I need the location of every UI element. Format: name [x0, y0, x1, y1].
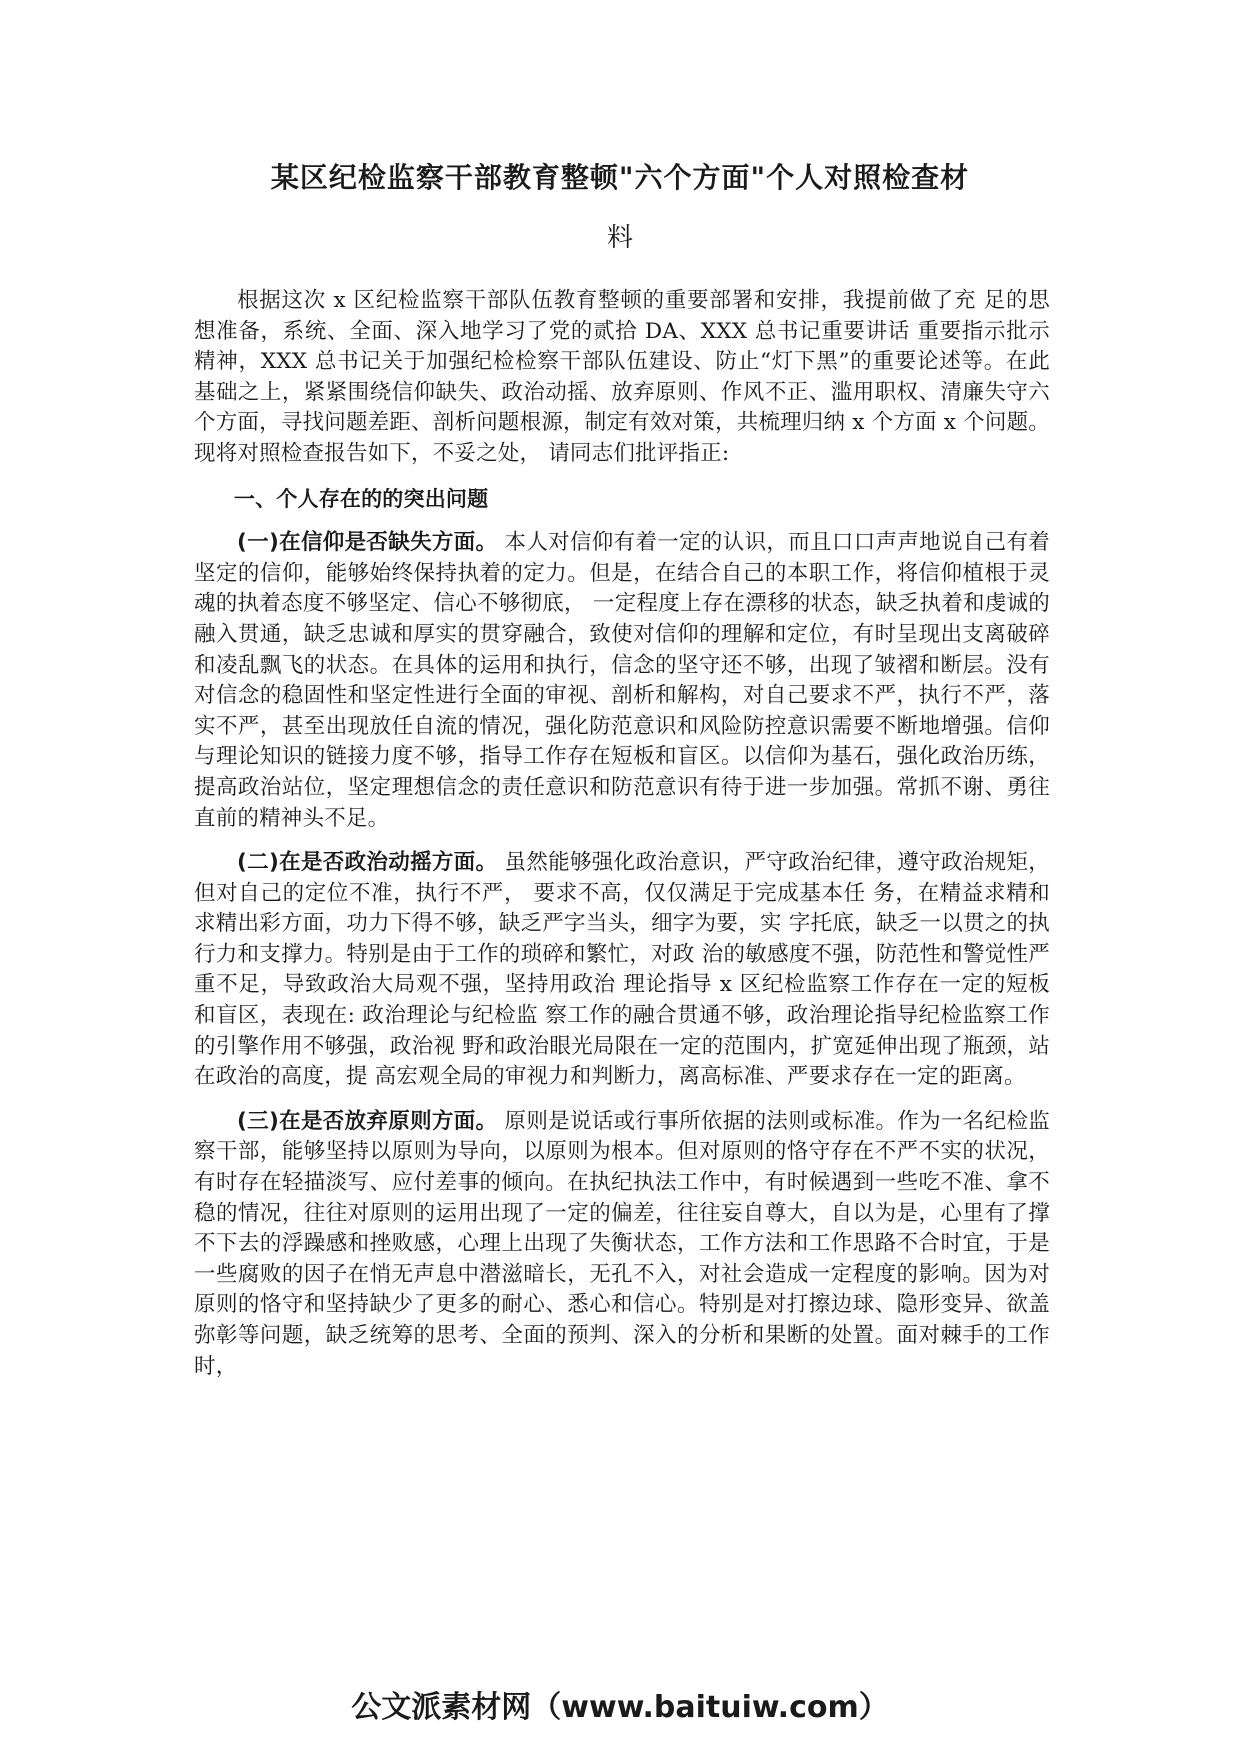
- item-lead-2: (二)在是否政治动摇方面。: [237, 850, 498, 876]
- intro-paragraph: 根据这次 x 区纪检监察干部队伍教育整顿的重要部署和安排，我提前做了充 足的思想准备，系统、全面、深入地学习了党的贰拾 DA、XXX 总书记重要讲话 重要指示批示精神，XXX 总书记关于加强纪检检察干部队伍建设、防止“灯下黑”的重要论述等。在此基础之上，紧紧围绕信仰缺失、政治动摇、放弃原则、作风不正、滥用职权、清廉失守六个方面，寻找问题差距、剖析问题根源，制定有效对策，共梳理归纳 x 个方面 x 个问题。现将对照检查报告如下，不妥之处， 请同志们批评指正:: [194, 288, 1050, 466]
- document-body: [194, 286, 1050, 1396]
- item-text-2: 虽然能够强化政治意识，严守政治纪律，遵守政治规矩，但对自己的定位不准，执行不严， 要求不高，仅仅满足于完成基本任 务，在精益求精和求精出彩方面，功力下得不够，缺乏严字当头，细字为要，实 字托底，缺乏一以贯之的执行力和支撑力。特别是由于工作的琐碎和繁忙，对政 治的敏感度不强，防范性和警觉性严重不足，导致政治大局观不强，坚持用政治 理论指导 x 区纪检监察工作存在一定的短板和盲区，表现在: 政治理论与纪检监 察工作的融合贯通不够，政治理论指导纪检监察工作的引擎作用不够强，政治视 野和政治眼光局限在一定的范围内，扩宽延伸出现了瓶颈，站在政治的高度，提 高宏观全局的审视力和判断力，离高标准、严要求存在一定的距离。: [194, 850, 1050, 1090]
- item-paragraph-2: [194, 848, 1050, 1093]
- item-paragraph-3: [194, 1107, 1050, 1382]
- item-paragraph-1: [194, 528, 1050, 834]
- item-lead-3: (三)在是否放弃原则方面。: [237, 1108, 498, 1134]
- section-heading: 一、个人存在的的突出问题: [233, 486, 489, 511]
- footer-watermark: 公文派素材网（www.baituiw.com）: [351, 1690, 889, 1725]
- item-text-1: 本人对信仰有着一定的认识，而且口口声声地说自己有着坚定的信仰，能够始终保持执着的定力。但是，在结合自己的本职工作，将信仰植根于灵魂的执着态度不够坚定、信心不够彻底， 一定程度上存在漂移的状态，缺乏执着和虔诚的融入贯通，缺乏忠诚和厚实的贯穿融合，致使对信仰的理解和定位，有时呈现出支离破碎和凌乱飘飞的状态。在具体的运用和执行，信念的坚守还不够，出现了皱褶和断层。没有对信念的稳固性和坚定性进行全面的审视、剖析和解构，对自己要求不严，执行不严，落实不严，甚至出现放任自流的情况，强化防范意识和风险防控意识需要不断地增强。信仰与理论知识的链接力度不够，指导工作存在短板和盲区。以信仰为基石，强化政治历练，提高政治站位，坚定理想信念的责任意识和防范意识有待于进一步加强。常抓不谢、勇往直前的精神头不足。: [194, 530, 1050, 831]
- document-title: 某区纪检监察干部教育整顿"六个方面"个人对照检查材: [270, 161, 970, 194]
- item-text-3: 原则是说话或行事所依据的法则或标准。作为一名纪检监察干部，能够坚持以原则为导向，以原则为根本。但对原则的恪守存在不严不实的状况，有时存在轻描淡写、应付差事的倾向。在执纪执法工作中，有时候遇到一些吃不准、拿不稳的情况，往往对原则的运用出现了一定的偏差，往往妄自尊大，自以为是，心里有了撑不下去的浮躁感和挫败感，心理上出现了失衡状态，工作方法和工作思路不合时宜，于是一些腐败的因子在悄无声息中潜滋暗长，无孔不入，对社会造成一定程度的影响。因为对原则的恪守和坚持缺少了更多的耐心、悉心和信心。特别是对打擦边球、隐形变异、欲盖弥彰等问题，缺乏统筹的思考、全面的预判、深入的分析和果断的处置。面对棘手的工作时，: [194, 1108, 1050, 1379]
- document-title-continued: 料: [606, 223, 633, 253]
- item-lead-1: (一)在信仰是否缺失方面。: [237, 530, 498, 556]
